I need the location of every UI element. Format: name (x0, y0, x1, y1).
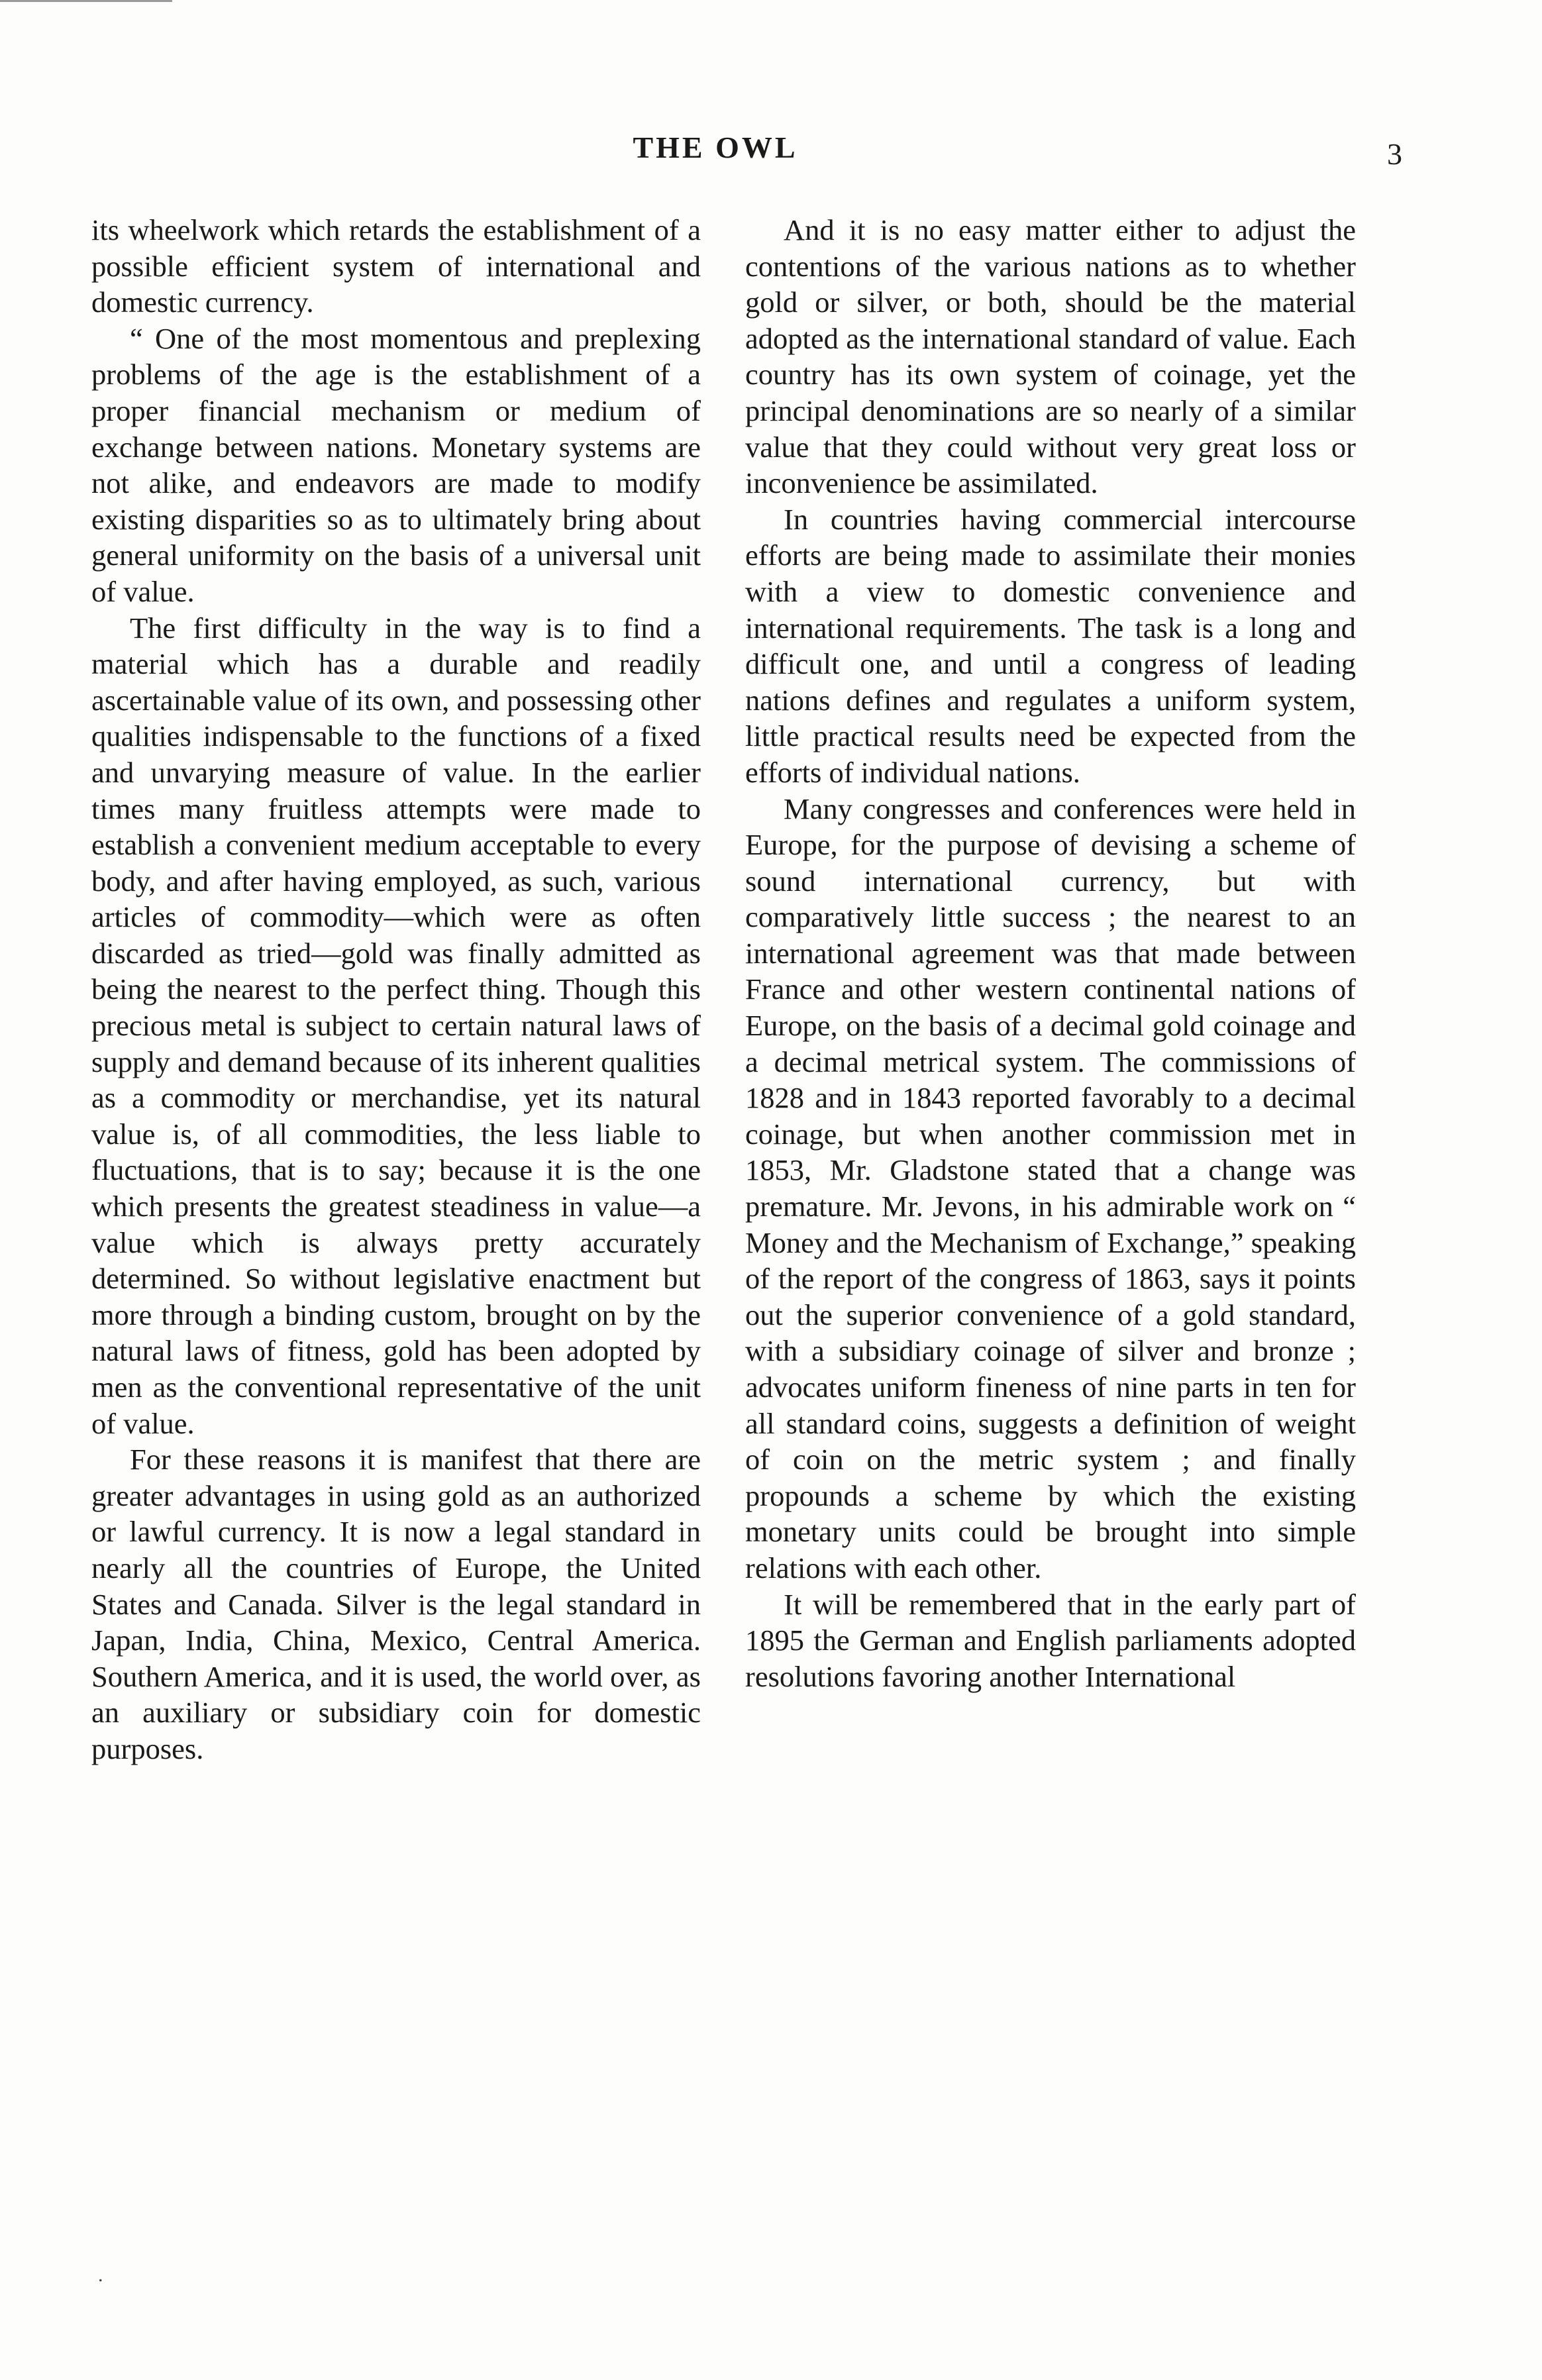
page-number: 3 (1387, 137, 1402, 171)
left-column (91, 212, 701, 1767)
page-title: THE OWL (633, 130, 798, 164)
paragraph: And it is no easy matter either to adjust the contentions of the various nations as to whether gold or silver, or both, should be the material adopted as the international standard of value. Each country has its own system of coinage, yet the principal denominations are so nearly of a similar value that they could without very great loss or inconvenience be assimilated. (745, 213, 1356, 500)
scan-edge-rule (0, 0, 172, 2)
right-column (745, 212, 1356, 1694)
paragraph: “ One of the most momentous and preplexing problems of the age is the establishment of a proper financial mechanism or medium of exchange between nations. Monetary systems are not alike, and endeavors are made to modify existing disparities so as to ultimately bring about general uniformity on the basis of a universal unit of value. (91, 321, 701, 608)
paragraph: In countries having commercial intercourse efforts are being made to assimilate their monies with a view to domestic convenience and international requirements. The task is a long and difficult one, and until a congress of leading nations defines and regulates a uniform system, little practical results need be expected from the efforts of individual nations. (745, 502, 1356, 789)
paragraph: Many congresses and conferences were held in Europe, for the purpose of devising a scheme of sound international currency, but with comparatively little success ; the nearest to an international agreement was that made between France and other western continental nations of Europe, on the basis of a decimal gold coinage and a decimal metrical system. The commissions of 1828 and in 1843 reported favorably to a decimal coinage, but when another commission met in 1853, Mr. Gladstone stated that a change was premature. Mr. Jevons, in his admirable work on “ Money and the Mechanism of Exchange,” speaking of the report of the congress of 1863, says it points out the superior convenience of a gold standard, with a subsidiary coinage of silver and bronze ; advocates uniform fineness of nine parts in ten for all standard coins, suggests a definition of weight of coin on the metric system ; and finally propounds a scheme by which the existing monetary units could be brought into simple relations with each other. (745, 792, 1356, 1584)
paragraph: It will be remembered that in the early part of 1895 the German and English parliaments adopted resolutions favoring another International (745, 1587, 1356, 1693)
paragraph: The first difficulty in the way is to find a material which has a durable and readily ascertainable value of its own, and possessing other qualities indispensable to the functions of a fixed and unvarying measure of value. In the earlier times many fruitless attempts were made to establish a convenient medium acceptable to every body, and after having employed, as such, various articles of commodity—which were as often discarded as tried—gold was finally admitted as being the nearest to the perfect thing. Though this precious metal is subject to certain natural laws of supply and demand because of its inherent qualities as a commodity or merchandise, yet its natural value is, of all commodities, the less liable to fluctuations, that is to say; because it is the one which presents the greatest steadiness in value—a value which is always pretty accurately determined. So without legislative enactment but more through a binding custom, brought on by the natural laws of fitness, gold has been adopted by men as the conventional representative of the unit of value. (91, 611, 701, 1440)
paragraph: its wheelwork which retards the establishment of a possible efficient system of international and domestic currency. (91, 213, 701, 319)
paragraph: For these reasons it is manifest that there are greater advantages in using gold as an authorized or lawful currency. It is now a legal standard in nearly all the countries of Europe, the United States and Canada. Silver is the legal standard in Japan, India, China, Mexico, Central America. Southern America, and it is used, the world over, as an auxiliary or subsidiary coin for domestic purposes. (91, 1443, 701, 1765)
stray-dot-mark: . (98, 2264, 103, 2286)
